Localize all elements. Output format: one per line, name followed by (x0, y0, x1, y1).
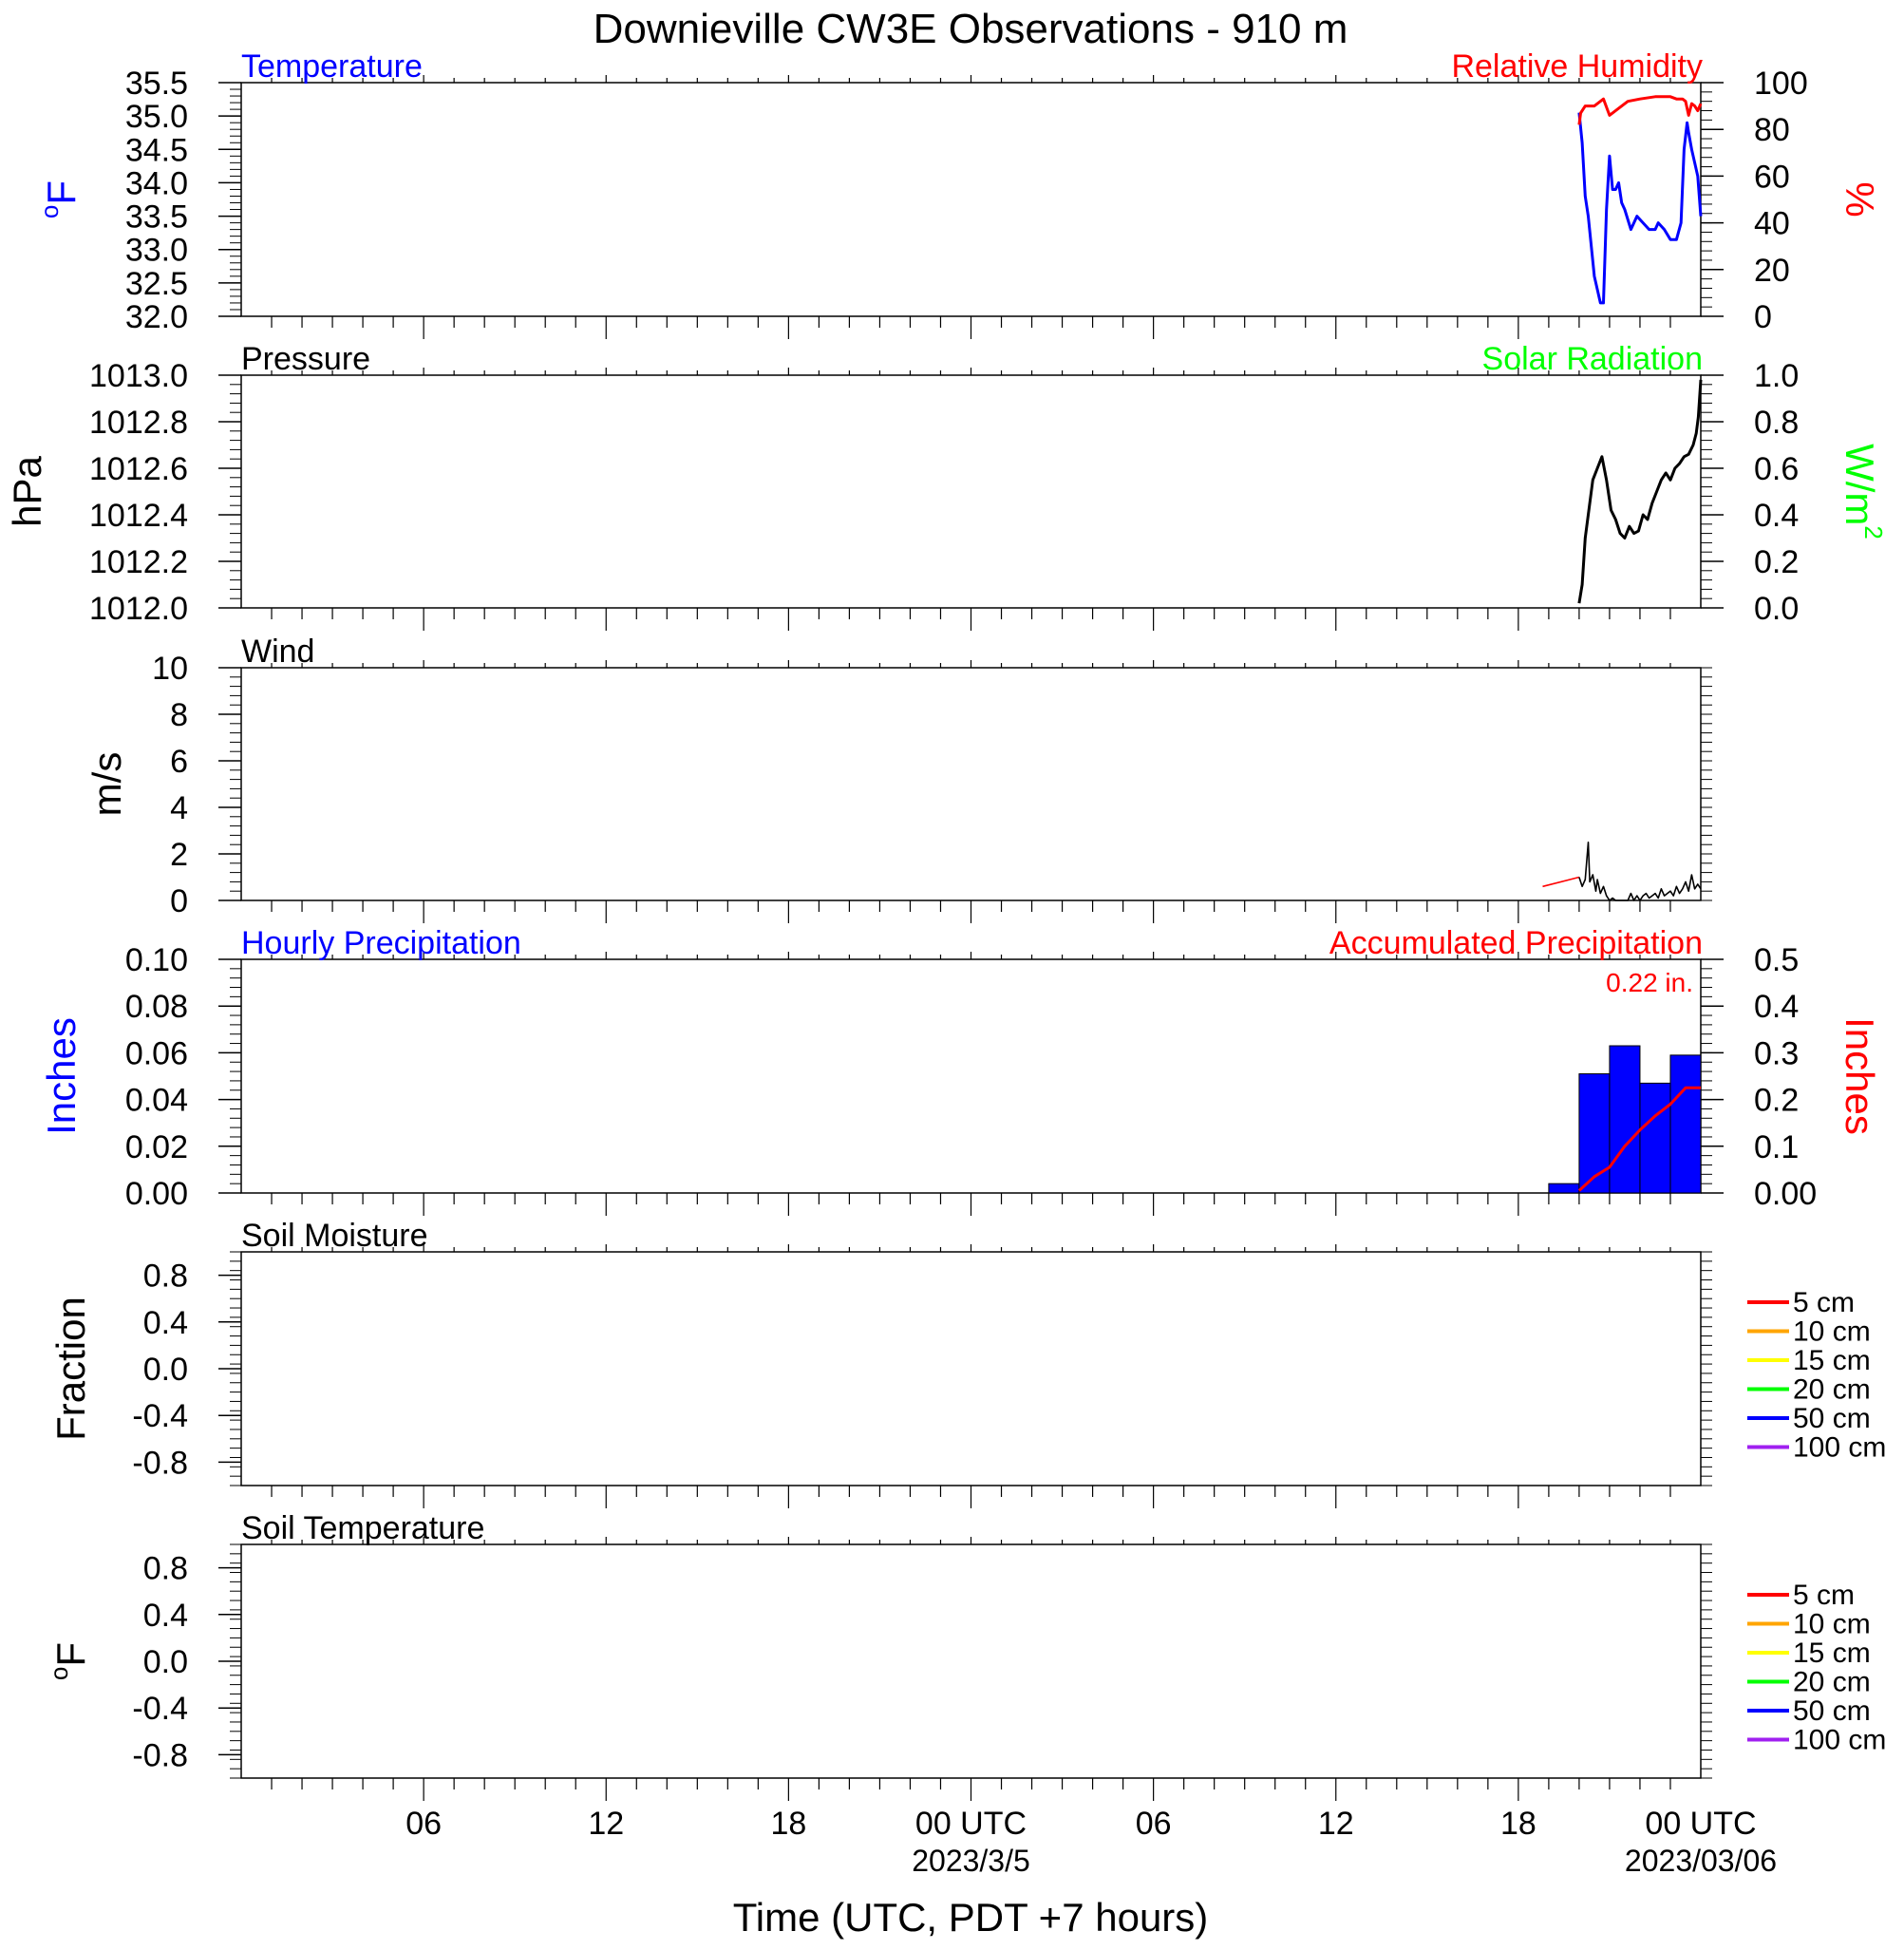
series-line-1 (1579, 113, 1701, 303)
y-left-axis-label-text (35, 180, 84, 218)
legend-label: 20 cm (1793, 1666, 1871, 1698)
series-line-1 (1579, 380, 1701, 603)
precip-bar (1670, 1055, 1701, 1193)
y-left-axis-label (45, 1642, 93, 1680)
y-left-tick-label: 0.04 (124, 1082, 188, 1119)
x-tick-label: 18 (770, 1806, 807, 1842)
series-line-2 (1579, 97, 1701, 125)
x-tick-label: 06 (405, 1806, 443, 1842)
y-right-tick-label: 0.2 (1754, 544, 1800, 580)
y-left-axis-label-unit: F (39, 180, 85, 205)
y-left-tick-label: 32.5 (124, 265, 188, 302)
y-left-tick-label: 0.06 (124, 1035, 188, 1072)
panel-1 (35, 48, 1882, 339)
y-left-axis-label (5, 455, 49, 526)
panel-left-title: Soil Moisture (241, 1218, 428, 1254)
panel-right-title: Relative Humidity (1451, 48, 1703, 85)
panel-5 (48, 1218, 1886, 1508)
y-left-tick-label: 35.5 (124, 66, 188, 102)
legend-label: 10 cm (1793, 1608, 1871, 1640)
y-left-tick-label: 35.0 (124, 99, 188, 136)
y-left-tick-label: 6 (170, 744, 188, 780)
precip-bar (1610, 1046, 1640, 1193)
y-left-tick-label: 10 (152, 651, 188, 687)
y-right-axis-label (1838, 444, 1888, 540)
panel-frame (241, 1544, 1701, 1778)
y-right-tick-label: 60 (1754, 159, 1790, 196)
y-right-tick-label: 0.0 (1754, 591, 1800, 627)
x-tick-label: 00 UTC (914, 1806, 1027, 1842)
precip-bar (1549, 1183, 1579, 1193)
y-right-tick-label: 1.0 (1754, 358, 1800, 394)
legend-label: 20 cm (1793, 1373, 1871, 1406)
y-left-tick-label: -0.4 (132, 1398, 188, 1435)
y-left-tick-label: 0.0 (142, 1352, 188, 1388)
x-axis-label: Time (UTC, PDT +7 hours) (732, 1895, 1209, 1940)
precip-total-annotation: 0.22 in. (1606, 968, 1693, 997)
y-left-axis-label-degree: o (34, 204, 64, 219)
y-right-tick-label: 0.2 (1754, 1082, 1800, 1119)
legend-label: 15 cm (1793, 1345, 1871, 1376)
y-left-tick-label: -0.4 (132, 1691, 188, 1728)
y-left-axis-label-text: Inches (39, 1017, 85, 1135)
panel-left-title: Wind (241, 634, 315, 670)
y-left-axis-label (48, 1297, 93, 1441)
y-left-tick-label: 1012.0 (89, 591, 188, 627)
y-left-tick-label: 0.4 (142, 1597, 188, 1634)
panel-left-title: Pressure (241, 341, 371, 377)
x-tick-label: 18 (1499, 1806, 1536, 1842)
y-left-tick-label: 1013.0 (89, 358, 188, 394)
y-left-axis-label (35, 180, 84, 218)
y-left-tick-label: 1012.8 (89, 405, 188, 441)
panel-2 (5, 341, 1888, 631)
y-left-tick-label: 1012.6 (89, 451, 188, 487)
legend-label: 5 cm (1793, 1580, 1856, 1611)
y-right-tick-label: 80 (1754, 112, 1790, 149)
y-right-axis-label-exponent: 2 (1859, 525, 1889, 540)
y-left-tick-label: -0.8 (132, 1737, 188, 1774)
y-left-tick-label: 0.4 (142, 1304, 188, 1341)
figure-title: Downieville CW3E Observations - 910 m (593, 6, 1348, 52)
legend-label: 15 cm (1793, 1638, 1871, 1669)
y-right-tick-label: 0.8 (1754, 405, 1800, 441)
legend-label: 50 cm (1793, 1403, 1871, 1434)
y-right-axis-label (1838, 181, 1882, 217)
precip-bar (1640, 1083, 1670, 1193)
y-left-tick-label: 0.8 (142, 1550, 188, 1587)
panel-left-title: Temperature (241, 48, 423, 85)
panel-frame (241, 83, 1701, 316)
y-left-tick-label: 4 (170, 790, 188, 826)
y-right-axis-label-unit: W/m (1837, 444, 1882, 526)
legend-label: 10 cm (1793, 1316, 1871, 1348)
y-right-tick-label: 0.4 (1754, 498, 1800, 534)
y-right-tick-label: 40 (1754, 205, 1790, 242)
y-right-tick-label: 100 (1754, 66, 1808, 102)
y-left-axis-label-text: hPa (5, 456, 50, 527)
series-line-2 (1579, 842, 1701, 900)
y-right-axis-label-text: Inches (1837, 1017, 1882, 1135)
y-left-axis-label-unit: F (48, 1641, 94, 1667)
y-left-tick-label: 1012.4 (89, 498, 188, 534)
y-left-tick-label: 0.0 (142, 1644, 188, 1680)
panel-frame (241, 668, 1701, 900)
series-line-1 (1543, 878, 1579, 887)
panel-3 (85, 634, 1712, 923)
y-right-tick-label: 0.1 (1754, 1128, 1800, 1165)
x-tick-label: 12 (588, 1806, 625, 1842)
y-left-axis-label-degree: o (44, 1666, 73, 1681)
x-axis (405, 1806, 1777, 1878)
y-right-tick-label: 0.00 (1754, 1176, 1818, 1212)
legend-label: 100 cm (1793, 1431, 1887, 1464)
legend-label: 50 cm (1793, 1695, 1871, 1727)
y-left-tick-label: 0.08 (124, 989, 188, 1026)
y-right-tick-label: 0.4 (1754, 989, 1800, 1026)
y-left-axis-label (85, 752, 129, 817)
legend-label: 5 cm (1793, 1287, 1856, 1318)
y-right-axis-label-text: % (1837, 181, 1882, 218)
legend-label: 100 cm (1793, 1724, 1887, 1756)
panels-group (5, 48, 1888, 1801)
y-left-tick-label: 33.5 (124, 199, 188, 236)
y-right-tick-label: 0.6 (1754, 451, 1800, 487)
x-tick-label: 06 (1135, 1806, 1172, 1842)
y-right-tick-label: 20 (1754, 252, 1790, 289)
y-left-tick-label: 32.0 (124, 299, 188, 335)
y-right-axis-label-text (1838, 444, 1888, 540)
y-left-tick-label: 33.0 (124, 232, 188, 269)
y-left-tick-label: 0.00 (124, 1176, 188, 1212)
panel-left-title: Soil Temperature (241, 1510, 485, 1546)
y-left-tick-label: 8 (170, 697, 188, 733)
panel-right-title: Solar Radiation (1481, 341, 1703, 377)
y-left-tick-label: 0.02 (124, 1128, 188, 1165)
y-left-tick-label: 1012.2 (89, 544, 188, 580)
panel-left-title: Hourly Precipitation (241, 925, 521, 961)
x-date-label: 2023/03/06 (1624, 1844, 1778, 1878)
y-left-tick-label: 34.0 (124, 165, 188, 202)
y-left-tick-label: -0.8 (132, 1445, 188, 1482)
x-tick-label: 00 UTC (1645, 1806, 1757, 1842)
panel-frame (241, 1252, 1701, 1486)
y-right-tick-label: 0.3 (1754, 1035, 1800, 1072)
y-left-axis-label-text (45, 1642, 93, 1680)
y-right-tick-label: 0 (1754, 299, 1772, 335)
x-tick-label: 12 (1317, 1806, 1354, 1842)
panel-4 (39, 925, 1882, 1216)
y-right-axis-label (1838, 1017, 1882, 1135)
x-date-label: 2023/3/5 (912, 1844, 1030, 1878)
y-right-tick-label: 0.5 (1754, 942, 1800, 978)
panel-frame (241, 959, 1701, 1193)
y-left-tick-label: 34.5 (124, 132, 188, 169)
y-left-tick-label: 2 (170, 837, 188, 873)
panel-right-title: Accumulated Precipitation (1329, 925, 1703, 961)
y-left-tick-label: 0 (170, 883, 188, 919)
y-left-tick-label: 0.10 (124, 942, 188, 978)
y-left-tick-label: 0.8 (142, 1258, 188, 1295)
panel-6 (45, 1510, 1887, 1801)
y-left-axis-label (39, 1017, 84, 1135)
panel-frame (241, 375, 1701, 608)
y-left-axis-label-text: Fraction (48, 1297, 94, 1441)
y-left-axis-label-text: m/s (85, 751, 130, 817)
